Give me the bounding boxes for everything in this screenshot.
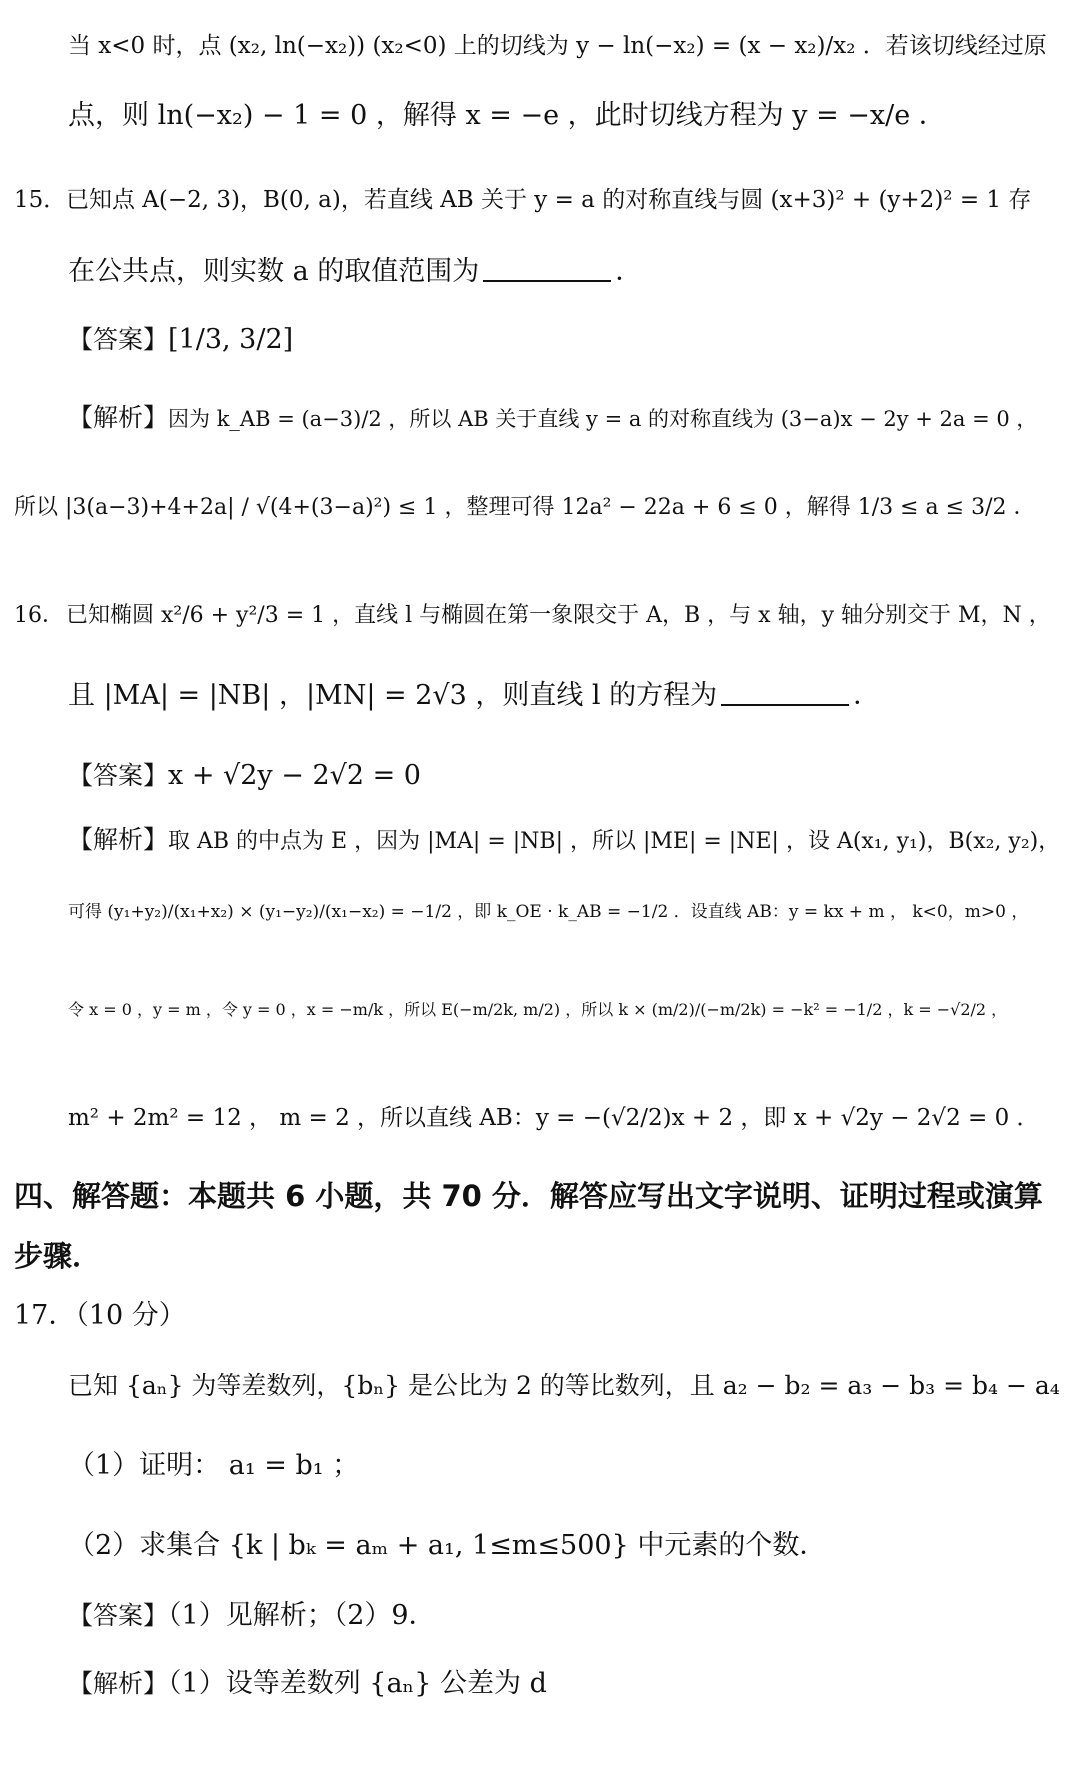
answer-text: [1/3, 3/2] (168, 324, 294, 355)
answer-15 (68, 320, 1062, 360)
question-number: 15． (14, 187, 67, 213)
answer-tag: 【答案】 (68, 325, 169, 354)
answer-17 (68, 1596, 1062, 1636)
text-line: 当 x<0 时，点 (x₂, ln(−x₂)) (x₂<0) 上的切线为 y − ln(−x₂) = (x − x₂)/x₂ ．若该切线经过原 (68, 33, 1047, 59)
question-number: 16． (14, 603, 64, 628)
question-stem: 已知椭圆 x²/6 + y²/3 = 1 ，直线 l 与椭圆在第一象限交于 A，B ，与 x 轴，y 轴分别交于 M，N ， (66, 603, 1051, 628)
analysis-text: （1）设等差数列 {aₙ} 公差为 d (168, 1668, 547, 1699)
analysis-16-line4: m² + 2m² = 12 ， m = 2 ，所以直线 AB：y = −(√2/2)x + 2 ，即 x + √2y − 2√2 = 0 ． (68, 1105, 1040, 1131)
analysis-tag: 【解析】 (68, 403, 169, 432)
analysis-15-line2: 所以 |3(a−3)+4+2a| / √(4+(3−a)²) ≤ 1 ，整理可得 12a² − 22a + 6 ≤ 0 ，解得 1/3 ≤ a ≤ 3/2 ． (14, 495, 1036, 520)
answer-blank (721, 678, 849, 706)
answer-tag: 【答案】 (68, 761, 169, 790)
question-16 (14, 596, 1062, 636)
analysis-16-line1 (68, 820, 1062, 862)
section-heading: 四、解答题：本题共 6 小题，共 70 分．解答应写出文字说明、证明过程或演算 (14, 1179, 1043, 1213)
question-stem: 在公共点，则实数 a 的取值范围为 (68, 256, 480, 287)
analysis-text: 取 AB 的中点为 E ，因为 |MA| = |NB| ，所以 |ME| = |NE| ，设 A(x₁, y₁)，B(x₂, y₂)， (168, 829, 1061, 854)
question-17-part2: （2）求集合 {k | bₖ = aₘ + a₁, 1≤m≤500} 中元素的个数． (68, 1530, 827, 1561)
analysis-17 (68, 1664, 1062, 1704)
question-15 (14, 180, 1062, 220)
answer-tag: 【答案】 (68, 1601, 169, 1630)
question-stem: 且 |MA| = |NB| ，|MN| = 2√3 ，则直线 l 的方程为 (68, 680, 718, 711)
answer-16 (68, 756, 1062, 796)
question-stem: 已知点 A(−2, 3)，B(0, a)，若直线 AB 关于 y = a 的对称直线与圆 (x+3)² + (y+2)² = 1 存 (66, 187, 1032, 213)
answer-text: （1）见解析；（2）9． (168, 1600, 436, 1631)
analysis-15-line1 (68, 398, 1062, 439)
text-line: 点，则 ln(−x₂) − 1 = 0 ，解得 x = −e ，此时切线方程为 y = −x/e ． (68, 100, 946, 131)
question-17-part1: （1）证明： a₁ = b₁ ； (68, 1450, 360, 1481)
analysis-16-line3: 令 x = 0 ，y = m ，令 y = 0 ，x = −m/k ，所以 E(−m/2k, m/2) ，所以 k × (m/2)/(−m/2k) = −k² = −1/2 ，k = −√2/2 ， (68, 1000, 1008, 1019)
answer-text: x + √2y − 2√2 = 0 (168, 760, 421, 791)
analysis-text: 因为 k_AB = (a−3)/2 ，所以 AB 关于直线 y = a 的对称直线为 (3−a)x − 2y + 2a = 0 ， (168, 407, 1038, 431)
analysis-16-line2: 可得 (y₁+y₂)/(x₁+x₂) × (y₁−y₂)/(x₁−x₂) = −1/2 ，即 k_OE · k_AB = −1/2 ．设直线 AB：y = kx + m ， k<0，m>0 ， (68, 902, 1029, 922)
analysis-tag: 【解析】 (68, 825, 169, 854)
section-heading-cont: 步骤． (14, 1239, 102, 1273)
answer-blank (483, 254, 611, 282)
analysis-tag: 【解析】 (68, 1669, 169, 1698)
question-17-header: 17．（10 分） (14, 1300, 186, 1331)
punctuation: ． (853, 680, 881, 711)
question-15-line2 (68, 252, 1062, 292)
question-16-line2 (68, 676, 1062, 716)
question-17-stem: 已知 {aₙ} 为等差数列，{bₙ} 是公比为 2 的等比数列，且 a₂ − b₂ = a₃ − b₃ = b₄ − a₄ (68, 1371, 1060, 1400)
punctuation: ． (615, 256, 643, 287)
